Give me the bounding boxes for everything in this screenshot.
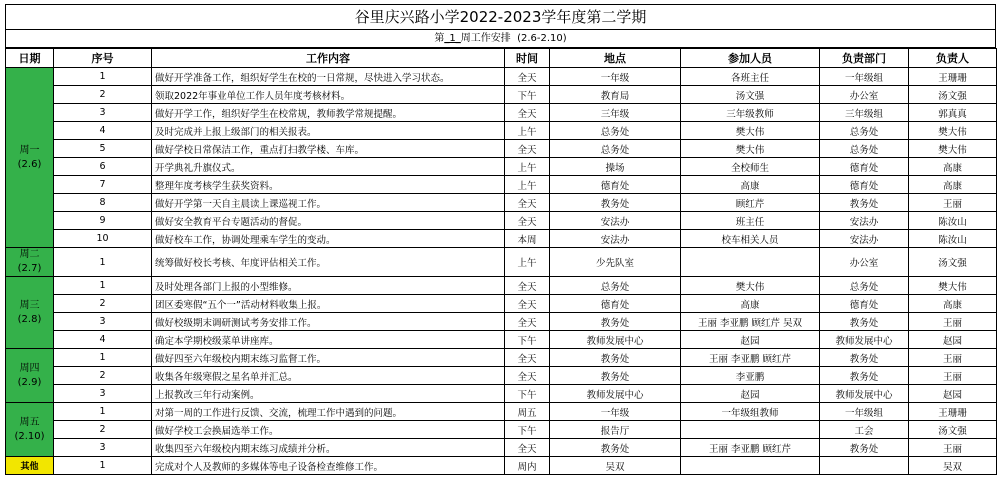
row-no: 1: [54, 277, 152, 295]
row-people: 李亚鹏: [681, 367, 820, 385]
row-place: 教务处: [550, 194, 681, 212]
row-no: 3: [54, 385, 152, 403]
row-dept: 教务处: [820, 439, 909, 457]
row-dept: 安法办: [820, 230, 909, 248]
row-no: 5: [54, 140, 152, 158]
row-people: [681, 248, 820, 277]
day-name: 周一: [19, 144, 40, 156]
table-row: [6, 86, 997, 104]
row-content: 及时完成并上报上级部门的相关报表。: [152, 122, 505, 140]
table-row: [6, 403, 997, 421]
row-dept: 教师发展中心: [820, 331, 909, 349]
row-no: 2: [54, 421, 152, 439]
row-lead: 陈汝山: [909, 230, 997, 248]
row-dept: 办公室: [820, 248, 909, 277]
table-row: [6, 295, 997, 313]
day-cell: [6, 457, 54, 475]
row-people: [681, 457, 820, 475]
table-row: [6, 439, 997, 457]
table-row: [6, 349, 997, 367]
row-place: 教务处: [550, 349, 681, 367]
row-dept: 一年级组: [820, 403, 909, 421]
table-row: [6, 122, 997, 140]
row-time: 下午: [505, 385, 550, 403]
row-dept: 教师发展中心: [820, 385, 909, 403]
row-place: 操场: [550, 158, 681, 176]
row-time: 全天: [505, 194, 550, 212]
row-time: 本周: [505, 230, 550, 248]
header-lead: 负责人: [909, 49, 997, 68]
row-dept: 教务处: [820, 367, 909, 385]
row-content: 收集各年级寒假之星名单并汇总。: [152, 367, 505, 385]
table-row: [6, 140, 997, 158]
schedule-table: [5, 48, 997, 475]
row-content: 完成对个人及教师的多媒体等电子设备检查维修工作。: [152, 457, 505, 475]
row-people: 各班主任: [681, 68, 820, 86]
day-cell: [6, 403, 54, 457]
row-time: 全天: [505, 367, 550, 385]
row-time: 全天: [505, 439, 550, 457]
row-people: 樊大伟: [681, 277, 820, 295]
row-lead: 高康: [909, 158, 997, 176]
row-content: 上报教改三年行动案例。: [152, 385, 505, 403]
row-place: 教育局: [550, 86, 681, 104]
row-no: 9: [54, 212, 152, 230]
row-people: 樊大伟: [681, 140, 820, 158]
row-time: 上午: [505, 158, 550, 176]
row-lead: 王丽: [909, 349, 997, 367]
row-people: 高康: [681, 295, 820, 313]
row-dept: 德育处: [820, 158, 909, 176]
table-row: [6, 158, 997, 176]
row-dept: 总务处: [820, 140, 909, 158]
row-content: 统筹做好校长考核、年度评估相关工作。: [152, 248, 505, 277]
header-time: 时间: [505, 49, 550, 68]
row-no: 4: [54, 122, 152, 140]
row-content: 确定本学期校级菜单讲座库。: [152, 331, 505, 349]
row-time: 全天: [505, 68, 550, 86]
row-dept: 总务处: [820, 277, 909, 295]
day-date: (2.9): [17, 376, 42, 388]
row-place: 教师发展中心: [550, 385, 681, 403]
row-content: 及时处理各部门上报的小型维修。: [152, 277, 505, 295]
row-content: 领取2022年事业单位工作人员年度考核材料。: [152, 86, 505, 104]
row-no: 4: [54, 331, 152, 349]
row-dept: [820, 457, 909, 475]
row-time: 全天: [505, 349, 550, 367]
row-time: 全天: [505, 295, 550, 313]
header-dept: 负责部门: [820, 49, 909, 68]
day-name: 其他: [20, 462, 39, 472]
row-no: 3: [54, 104, 152, 122]
row-content: 开学典礼升旗仪式。: [152, 158, 505, 176]
row-lead: 陈汝山: [909, 212, 997, 230]
row-no: 1: [54, 403, 152, 421]
row-time: 下午: [505, 86, 550, 104]
row-people: 王丽 李亚鹏 顾红芹: [681, 439, 820, 457]
row-no: 1: [54, 349, 152, 367]
row-place: 安法办: [550, 212, 681, 230]
row-place: 一年级: [550, 403, 681, 421]
table-row: [6, 104, 997, 122]
row-time: 全天: [505, 277, 550, 295]
table-row: [6, 277, 997, 295]
row-lead: 王丽: [909, 194, 997, 212]
row-place: 总务处: [550, 277, 681, 295]
row-place: 教务处: [550, 367, 681, 385]
day-date: (2.8): [17, 313, 42, 325]
row-content: 做好开学工作，组织好学生在校常规，教师教学常规提醒。: [152, 104, 505, 122]
header-row: [6, 49, 997, 68]
row-dept: 教务处: [820, 313, 909, 331]
week-range: (2.6-2.10): [517, 33, 567, 44]
schedule-body: [6, 68, 997, 475]
day-date: (2.10): [14, 430, 45, 442]
row-content: 做好开学第一天自主晨读上课巡视工作。: [152, 194, 505, 212]
row-content: 做好学校工会换届选举工作。: [152, 421, 505, 439]
row-people: 校车相关人员: [681, 230, 820, 248]
row-place: 教务处: [550, 439, 681, 457]
week-number: _1_: [444, 33, 461, 44]
row-lead: 汤文强: [909, 421, 997, 439]
row-lead: 吴双: [909, 457, 997, 475]
row-dept: 工会: [820, 421, 909, 439]
row-lead: 赵园: [909, 331, 997, 349]
row-no: 2: [54, 86, 152, 104]
header-people: 参加人员: [681, 49, 820, 68]
header-no: 序号: [54, 49, 152, 68]
row-lead: 樊大伟: [909, 122, 997, 140]
row-content: 做好四至六年级校内期末练习监督工作。: [152, 349, 505, 367]
row-no: 7: [54, 176, 152, 194]
day-date: (2.6): [17, 158, 42, 170]
day-name: 周二: [19, 249, 40, 260]
row-content: 做好学校日常保洁工作，重点打扫教学楼、车库。: [152, 140, 505, 158]
row-place: 总务处: [550, 122, 681, 140]
row-content: 对第一周的工作进行反馈、交流，梳理工作中遇到的问题。: [152, 403, 505, 421]
row-content: 做好安全教育平台专题活动的督促。: [152, 212, 505, 230]
day-date: (2.7): [17, 263, 42, 274]
row-no: 6: [54, 158, 152, 176]
row-lead: 汤文强: [909, 248, 997, 277]
day-cell: [6, 277, 54, 349]
row-lead: 赵园: [909, 385, 997, 403]
row-place: 教师发展中心: [550, 331, 681, 349]
row-content: 做好开学准备工作，组织好学生在校的一日常规，尽快进入学习状态。: [152, 68, 505, 86]
row-no: 1: [54, 248, 152, 277]
row-place: 一年级: [550, 68, 681, 86]
day-name: 周五: [19, 416, 40, 428]
row-no: 2: [54, 295, 152, 313]
row-time: 周内: [505, 457, 550, 475]
row-dept: 一年级组: [820, 68, 909, 86]
row-no: 1: [54, 457, 152, 475]
row-lead: 郭真真: [909, 104, 997, 122]
row-dept: 德育处: [820, 295, 909, 313]
row-content: 整理年度考核学生获奖资料。: [152, 176, 505, 194]
row-content: 收集四至六年级校内期末练习成绩并分析。: [152, 439, 505, 457]
row-people: 顾红芹: [681, 194, 820, 212]
row-dept: 教务处: [820, 194, 909, 212]
row-place: 德育处: [550, 176, 681, 194]
page-title: 谷里庆兴路小学2022-2023学年度第二学期: [5, 4, 996, 29]
row-dept: 三年级组: [820, 104, 909, 122]
table-row: [6, 331, 997, 349]
day-name: 周四: [19, 362, 40, 374]
row-place: 吴双: [550, 457, 681, 475]
row-time: 上午: [505, 122, 550, 140]
table-row: [6, 212, 997, 230]
table-row: [6, 230, 997, 248]
table-row: [6, 248, 997, 277]
row-time: 全天: [505, 313, 550, 331]
row-time: 周五: [505, 403, 550, 421]
row-people: 全校师生: [681, 158, 820, 176]
week-prefix: 第: [434, 33, 445, 44]
row-content: 团区委寒假“五个一”活动材料收集上报。: [152, 295, 505, 313]
row-people: 高康: [681, 176, 820, 194]
table-row: [6, 457, 997, 475]
row-people: 一年级组教师: [681, 403, 820, 421]
row-no: 3: [54, 313, 152, 331]
row-time: 下午: [505, 331, 550, 349]
row-content: 做好校车工作，协调处理乘车学生的变动。: [152, 230, 505, 248]
row-place: 安法办: [550, 230, 681, 248]
row-people: 班主任: [681, 212, 820, 230]
row-lead: 王珊珊: [909, 68, 997, 86]
day-cell: [6, 248, 54, 277]
row-dept: 总务处: [820, 122, 909, 140]
row-people: 汤文强: [681, 86, 820, 104]
row-people: 王丽 李亚鹏 顾红芹 吴双: [681, 313, 820, 331]
row-dept: 安法办: [820, 212, 909, 230]
row-people: 赵园: [681, 385, 820, 403]
day-cell: [6, 68, 54, 248]
day-cell: [6, 349, 54, 403]
row-no: 8: [54, 194, 152, 212]
header-content: 工作内容: [152, 49, 505, 68]
schedule-sheet: [5, 4, 996, 475]
row-people: 王丽 李亚鹏 顾红芹: [681, 349, 820, 367]
row-lead: 樊大伟: [909, 140, 997, 158]
row-place: 总务处: [550, 140, 681, 158]
row-dept: 德育处: [820, 176, 909, 194]
row-people: 赵园: [681, 331, 820, 349]
row-time: 上午: [505, 176, 550, 194]
row-lead: 王丽: [909, 367, 997, 385]
row-time: 全天: [505, 140, 550, 158]
header-place: 地点: [550, 49, 681, 68]
row-lead: 王丽: [909, 439, 997, 457]
row-lead: 汤文强: [909, 86, 997, 104]
header-date: 日期: [6, 49, 54, 68]
row-place: 报告厅: [550, 421, 681, 439]
table-row: [6, 367, 997, 385]
row-place: 教务处: [550, 313, 681, 331]
row-no: 10: [54, 230, 152, 248]
table-row: [6, 313, 997, 331]
row-people: 樊大伟: [681, 122, 820, 140]
table-row: [6, 421, 997, 439]
row-time: 下午: [505, 421, 550, 439]
week-suffix: 周工作安排: [460, 33, 511, 44]
row-lead: 王珊珊: [909, 403, 997, 421]
day-name: 周三: [19, 299, 40, 311]
table-row: [6, 176, 997, 194]
table-row: [6, 68, 997, 86]
row-no: 2: [54, 367, 152, 385]
row-content: 做好校级期末调研测试考务安排工作。: [152, 313, 505, 331]
row-lead: 高康: [909, 295, 997, 313]
row-lead: 王丽: [909, 313, 997, 331]
row-no: 3: [54, 439, 152, 457]
row-dept: 办公室: [820, 86, 909, 104]
row-time: 全天: [505, 104, 550, 122]
row-no: 1: [54, 68, 152, 86]
row-people: 三年级教师: [681, 104, 820, 122]
table-row: [6, 385, 997, 403]
row-time: 全天: [505, 212, 550, 230]
row-place: 德育处: [550, 295, 681, 313]
row-place: 少先队室: [550, 248, 681, 277]
row-lead: 高康: [909, 176, 997, 194]
row-lead: 樊大伟: [909, 277, 997, 295]
row-dept: 教务处: [820, 349, 909, 367]
row-place: 三年级: [550, 104, 681, 122]
row-people: [681, 421, 820, 439]
week-subtitle: [5, 29, 996, 48]
table-row: [6, 194, 997, 212]
row-time: 上午: [505, 248, 550, 277]
